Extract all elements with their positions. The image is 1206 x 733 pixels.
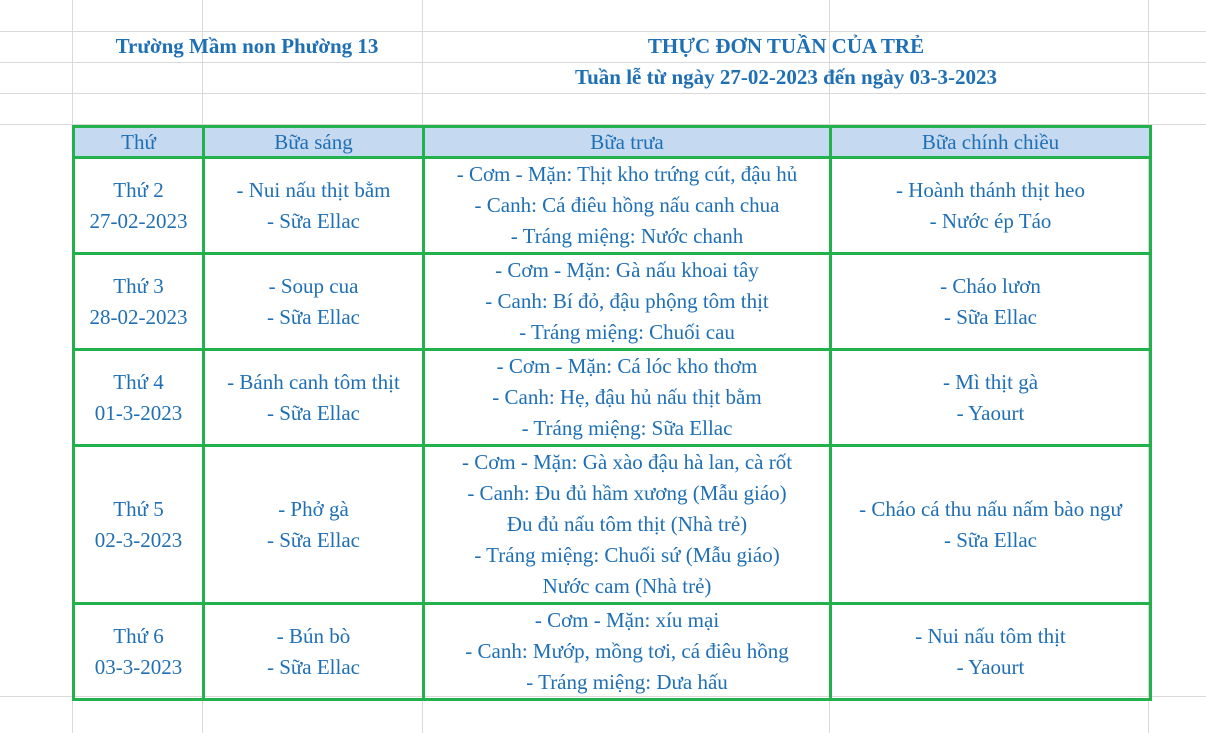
lunch-line: - Cơm - Mặn: Thịt kho trứng cút, đậu hủ bbox=[456, 162, 798, 186]
lunch-line: - Tráng miệng: Nước chanh bbox=[510, 224, 744, 248]
breakfast-line: - Bánh canh tôm thịt bbox=[227, 369, 400, 394]
school-name: Trường Mầm non Phường 13 bbox=[115, 34, 379, 58]
day-line: 27-02-2023 bbox=[89, 208, 188, 233]
day-line: 02-3-2023 bbox=[94, 527, 183, 552]
week-range: Tuần lễ từ ngày 27-02-2023 đến ngày 03-3-2023 bbox=[575, 65, 997, 89]
lunch-line: Nước cam (Nhà trẻ) bbox=[542, 574, 712, 598]
breakfast-line: - Sữa Ellac bbox=[266, 304, 360, 329]
afternoon-line: - Mì thịt gà bbox=[942, 369, 1039, 394]
cell-breakfast[interactable] bbox=[204, 254, 424, 350]
cell-afternoon[interactable] bbox=[831, 350, 1151, 446]
day-line: Thứ 2 bbox=[113, 177, 164, 202]
cell-afternoon[interactable] bbox=[831, 446, 1151, 604]
table-row bbox=[74, 158, 1151, 254]
lunch-line: - Canh: Mướp, mồng tơi, cá điêu hồng bbox=[465, 639, 789, 663]
cell-lunch[interactable] bbox=[424, 254, 831, 350]
afternoon-line: - Nước ép Táo bbox=[929, 208, 1052, 233]
afternoon-line: - Yaourt bbox=[956, 654, 1025, 679]
lunch-line: Đu đủ nấu tôm thịt (Nhà trẻ) bbox=[506, 512, 748, 536]
cell-lunch[interactable] bbox=[424, 158, 831, 254]
column-header-afternoon[interactable]: Bữa chính chiều bbox=[831, 127, 1151, 158]
afternoon-line: - Nui nấu tôm thịt bbox=[915, 623, 1066, 648]
lunch-line: - Tráng miệng: Chuối sứ (Mẫu giáo) bbox=[474, 543, 780, 567]
cell-day[interactable] bbox=[74, 350, 204, 446]
cell-day[interactable] bbox=[74, 604, 204, 700]
afternoon-line: - Cháo cá thu nấu nấm bào ngư bbox=[859, 496, 1122, 521]
cell-afternoon[interactable] bbox=[831, 158, 1151, 254]
cell-breakfast[interactable] bbox=[204, 446, 424, 604]
cell-afternoon[interactable] bbox=[831, 254, 1151, 350]
cell-day[interactable] bbox=[74, 446, 204, 604]
table-row bbox=[74, 350, 1151, 446]
breakfast-line: - Sữa Ellac bbox=[266, 654, 360, 679]
cell-breakfast[interactable] bbox=[204, 604, 424, 700]
day-line: 01-3-2023 bbox=[94, 400, 183, 425]
lunch-line: - Canh: Hẹ, đậu hủ nấu thịt bằm bbox=[492, 385, 762, 409]
afternoon-line: - Hoành thánh thịt heo bbox=[896, 177, 1085, 202]
afternoon-line: - Yaourt bbox=[956, 400, 1025, 425]
cell-breakfast[interactable] bbox=[204, 158, 424, 254]
afternoon-line: - Sữa Ellac bbox=[943, 304, 1037, 329]
breakfast-line: - Sữa Ellac bbox=[266, 527, 360, 552]
cell-lunch[interactable] bbox=[424, 604, 831, 700]
header-row bbox=[74, 127, 1151, 158]
day-line: 28-02-2023 bbox=[89, 304, 188, 329]
lunch-line: - Tráng miệng: Chuối cau bbox=[519, 320, 735, 344]
page-title: THỰC ĐƠN TUẦN CỦA TRẺ bbox=[647, 34, 925, 58]
breakfast-line: - Soup cua bbox=[268, 273, 359, 298]
breakfast-line: - Sữa Ellac bbox=[266, 208, 360, 233]
day-line: Thứ 3 bbox=[113, 273, 164, 298]
cell-lunch[interactable] bbox=[424, 446, 831, 604]
lunch-line: - Cơm - Mặn: Gà nấu khoai tây bbox=[495, 258, 759, 282]
lunch-line: - Tráng miệng: Sữa Ellac bbox=[521, 416, 733, 440]
breakfast-line: - Phở gà bbox=[278, 496, 349, 521]
lunch-line: - Cơm - Mặn: xíu mại bbox=[534, 608, 720, 632]
cell-breakfast[interactable] bbox=[204, 350, 424, 446]
weekly-menu-table bbox=[72, 125, 1152, 701]
lunch-line: - Cơm - Mặn: Cá lóc kho thơm bbox=[496, 354, 758, 378]
breakfast-line: - Nui nấu thịt bằm bbox=[236, 177, 391, 202]
lunch-line: - Canh: Đu đủ hầm xương (Mẫu giáo) bbox=[467, 481, 787, 505]
lunch-line: - Canh: Cá điêu hồng nấu canh chua bbox=[474, 193, 780, 217]
table-row bbox=[74, 446, 1151, 604]
cell-afternoon[interactable] bbox=[831, 604, 1151, 700]
day-line: 03-3-2023 bbox=[94, 654, 183, 679]
cell-lunch[interactable] bbox=[424, 350, 831, 446]
breakfast-line: - Bún bò bbox=[276, 623, 351, 648]
column-header-day[interactable]: Thứ bbox=[74, 127, 204, 158]
lunch-line: - Cơm - Mặn: Gà xào đậu hà lan, cà rốt bbox=[461, 450, 793, 474]
day-line: Thứ 4 bbox=[113, 369, 164, 394]
lunch-line: - Canh: Bí đỏ, đậu phộng tôm thịt bbox=[485, 289, 769, 313]
column-header-lunch[interactable]: Bữa trưa bbox=[424, 127, 831, 158]
day-line: Thứ 6 bbox=[113, 623, 164, 648]
afternoon-line: - Cháo lươn bbox=[940, 273, 1041, 298]
afternoon-line: - Sữa Ellac bbox=[943, 527, 1037, 552]
day-line: Thứ 5 bbox=[113, 496, 164, 521]
breakfast-line: - Sữa Ellac bbox=[266, 400, 360, 425]
table-row bbox=[74, 604, 1151, 700]
lunch-line: - Tráng miệng: Dưa hấu bbox=[526, 670, 728, 694]
column-header-breakfast[interactable]: Bữa sáng bbox=[204, 127, 424, 158]
cell-day[interactable] bbox=[74, 254, 204, 350]
table-row bbox=[74, 254, 1151, 350]
cell-day[interactable] bbox=[74, 158, 204, 254]
